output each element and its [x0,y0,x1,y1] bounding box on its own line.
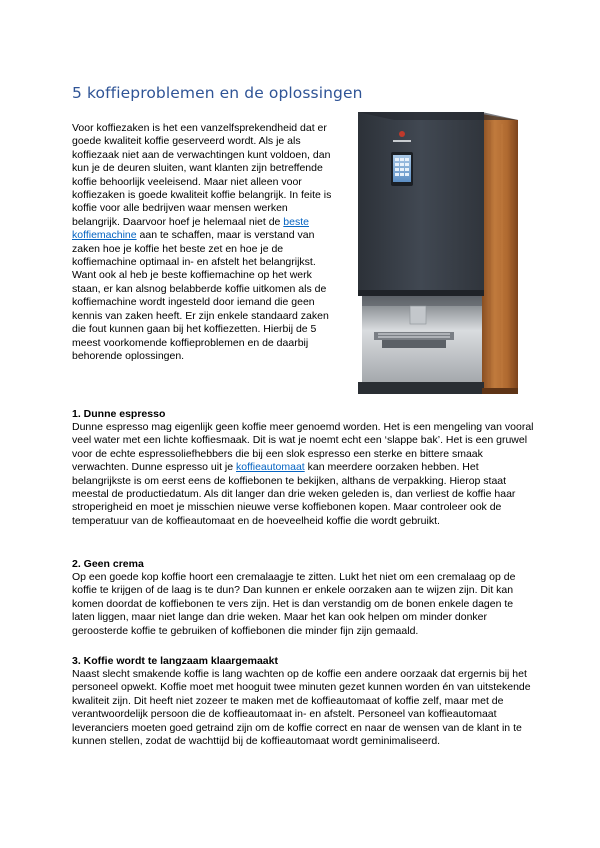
document-title: 5 koffieproblemen en de oplossingen [72,84,363,102]
beste-koffiemachine-link[interactable]: beste koffiemachine [72,215,309,242]
section-body-dunne-espresso [72,421,534,528]
section-body-langzaam: Naast slecht smakende koffie is lang wachten op de koffie een andere oorzaak dat ergernis bij het personeel opwekt. Koffie moet met hooguit twee minuten gezet kunnen worden én van uitstekende kwaliteit zijn. Dit heeft niet zozeer te maken met de koffieautomaat of koffie zelf, maar met de verantwoordelijk persoon die de koffieautomaat in- en afstelt. Personeel van koffieautomaat leveranciers moeten goed getraind zijn om de koffie correct en naar de wensen van de klant in te kunnen stellen, zodat de wachttijd bij de koffieautomaat wordt geminimaliseerd. [72,668,531,748]
section-heading-geen-crema: 2. Geen crema [72,558,144,570]
section-text-part-2: kan meerdere oorzaken hebben. Het belangrijkste is om eerst eens de koffiebonen te bekijken, althans de verpakking. Hierop staat meestal de productiedatum. Als dit langer dan drie weken geleden is, dan verliest de koffie haar stroperigheid en moet je misschien nieuwe verse koffiebonen kopen. Maar controleer ook de temperatuur van de koffieautomaat en de hoeveelheid koffie die wordt gebruikt. [72,461,516,527]
section-text-part-1: Dunne espresso mag eigenlijk geen koffie meer genoemd worden. Het is een mengeling van vooral veel water met een lichte koffiesmaak. Dit is wat je noemt echt een ‘slappe bak’. Het is een gruwel voor de echte espressoliefhebbers die bij een slok espresso een sterke en bittere smaak verwachten. Dunne espresso uit je [72,421,534,474]
intro-text-part-1: Voor koffiezaken is het een vanzelfsprekendheid dat er goede kwaliteit koffie geserveerd wordt. Als je als koffiezaak niet aan de verwachtingen kunt voldoen, dan kun je de deuren sluiten, want klanten zijn betreffende koffie behoorlijk veeleisend. Maar niet alleen voor koffiezaken is goede kwaliteit koffie belangrijk. In feite is koffie voor alle bedrijven waar mensen werken belangrijk. Daarvoor hoef je helemaal niet de [72,122,332,228]
section-heading-dunne-espresso: 1. Dunne espresso [72,408,166,420]
coffee-machine-image [342,110,522,398]
koffieautomaat-link[interactable]: koffieautomaat [236,461,305,474]
section-body-geen-crema: Op een goede kop koffie hoort een cremalaagje te zitten. Lukt het niet om een cremalaag op de koffie te krijgen of de laag is te dun? Dan kunnen er enkele oorzaken aan te wijzen zijn. Dit kan komen doordat de koffiebonen te vers zijn. Het is dan verstandig om de bonen enkele dagen te laten liggen, maar niet lange dan drie weken. Maar het kan ook helpen om minder donker geroosterde koffie te gebruiken of koffiebonen die minder fijn zijn gemaald. [72,571,516,637]
intro-paragraph [72,122,334,363]
section-heading-langzaam: 3. Koffie wordt te langzaam klaargemaakt [72,655,278,667]
intro-text-part-2: aan te schaffen, maar is verstand van zaken hoe je koffie het beste zet en hoe je de koffiemachine optimaal in- en afstelt het belangrijkst. Want ook al heb je beste koffiemachine op het werk staan, er kan alsnog belabberde koffie uitkomen als de koffiemachine wordt ingesteld door iemand die geen kennis van zaken heeft. Er zijn enkele standaard zaken die fout kunnen gaan bij het koffiezetten. Hierbij de 5 meest voorkomende koffieproblemen en de daarbij behorende oplossingen. [72,229,329,362]
